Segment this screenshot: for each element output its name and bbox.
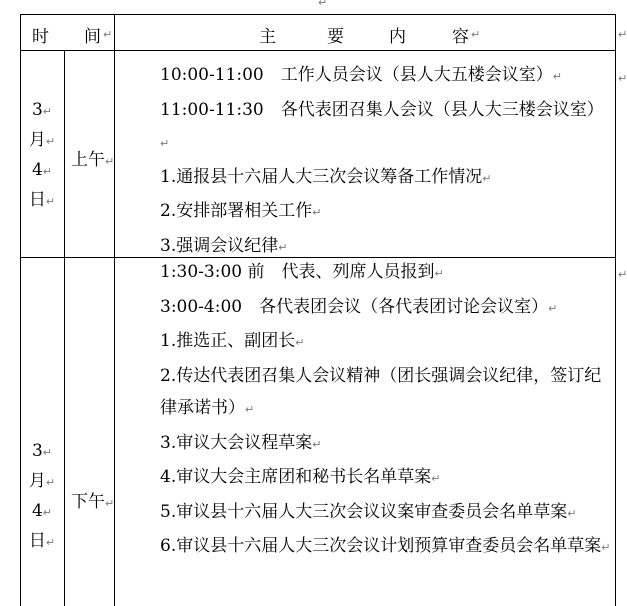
agenda-line: 3:00-4:00 各代表团会议（各代表团讨论会议室）↵ [160, 296, 558, 317]
paragraph-mark: ↵ [471, 28, 481, 41]
period-label: 上午 [71, 150, 105, 170]
date-char: 月↵ [28, 471, 56, 491]
agenda-line: 5.审议县十六届人大三次会议议案审查委员会名单草案↵ [160, 501, 577, 522]
agenda-line: 2.传达代表团召集人会议精神（团长强调会议纪律，签订纪律承诺书）↵ [160, 365, 602, 418]
date-char: 4↵ [31, 501, 53, 521]
header-content-char-2: 要 [327, 27, 344, 47]
agenda-line: 3.审议大会议程草案↵ [160, 432, 322, 453]
header-divider [20, 50, 616, 51]
date-char: 4↵ [31, 160, 53, 180]
paragraph-mark: ↵ [618, 28, 627, 41]
agenda-line: 3.强调会议纪律↵ [160, 235, 288, 256]
date-cell [22, 96, 62, 216]
agenda-line: 1.通报县十六届人大三次会议筹备工作情况↵ [160, 166, 492, 187]
agenda-line: 6.审议县十六届人大三次会议计划预算审查委员会名单草案↵ [160, 536, 611, 556]
agenda-line: 4.审议大会主席团和秘书长名单草案↵ [160, 467, 441, 487]
agenda-line: 2.安排部署相关工作↵ [160, 201, 322, 221]
paragraph-mark: ↵ [618, 72, 627, 85]
date-char: 3↵ [31, 441, 53, 461]
paragraph-mark: ↵ [618, 268, 627, 281]
date-char: 月↵ [28, 130, 56, 150]
content-cell [122, 256, 612, 565]
header-content-char-1: 主 [259, 27, 276, 47]
agenda-line: 10:00-11:00 工作人员会议（县人大五楼会议室）↵ [160, 65, 562, 85]
table-border-left [20, 14, 21, 606]
period-cell: 下午↵ [71, 492, 115, 512]
header-content-char-4: 容 [452, 27, 469, 47]
table-border-right [615, 14, 616, 606]
agenda-line: 1:30-3:00 前 代表、列席人员报到↵ [160, 262, 444, 282]
paragraph-mark: ↵ [103, 28, 113, 41]
date-char: 日↵ [28, 531, 56, 551]
table-border-top [20, 14, 616, 15]
period-cell: 上午↵ [71, 150, 115, 170]
period-label: 下午 [71, 492, 105, 512]
agenda-line: 11:00-11:30 各代表团召集人会议（县人大三楼会议室）↵ [160, 99, 604, 150]
header-time-char-2: 间 [84, 27, 101, 47]
date-period-divider [64, 50, 65, 606]
content-cell [122, 59, 612, 264]
header-content-char-3: 内 [389, 27, 406, 47]
agenda-line: 1.推选正、副团长↵ [160, 331, 305, 351]
time-content-divider [114, 14, 115, 606]
header-time-char-1: 时 [32, 27, 49, 47]
date-char: 日↵ [28, 190, 56, 210]
date-char: 3↵ [31, 100, 53, 120]
paragraph-mark: ↵ [318, 0, 328, 9]
date-cell [22, 437, 62, 557]
